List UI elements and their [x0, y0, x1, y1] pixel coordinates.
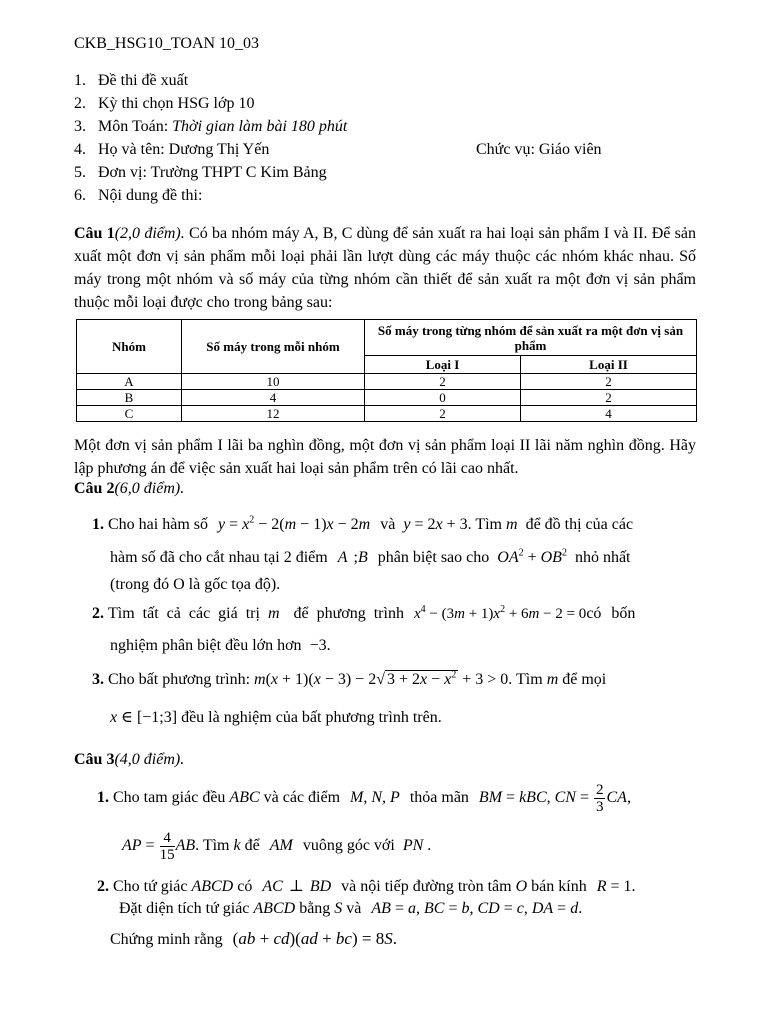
question-1-conclusion: Một đơn vị sản phẩm I lãi ba nghìn đồng, một đơn vị sản phẩm loại II lãi năm nghìn đồng. Hãy lập phương án để việc sản xuất hai loại sản phẩm trên có lãi cao nhất. — [74, 437, 696, 477]
list-item: 2. Kỳ thi chọn HSG lớp 10 — [74, 95, 255, 112]
table-row: C 12 2 4 — [77, 406, 697, 422]
info-list — [74, 69, 602, 207]
question-3-heading: Câu 3(4,0 điểm). — [74, 751, 185, 768]
question-1-label: Câu 1 — [74, 225, 115, 242]
question-2-label: Câu 2 — [74, 480, 115, 497]
position-label: Chức vụ: Giáo viên — [476, 141, 602, 158]
question-2-part-2-line-2: nghiệm phân biệt đều lớn hơn −3. — [110, 637, 331, 654]
list-item: 1. Đề thi đề xuất — [74, 72, 189, 89]
question-3-part-1: 1. Cho tam giác đều ABC và các điểm M, N, P thỏa mãn BM = kBC, CN = $\frac{2}{3}$ CA, — [97, 781, 631, 815]
question-3-part-2-line-3: Chứng minh rằng (ab + cd)(ad + bc) = 8S. — [110, 929, 397, 948]
list-item: 3. Môn Toán: Thời gian làm bài 180 phút — [74, 118, 348, 135]
question-2-heading: Câu 2(6,0 điểm). — [74, 480, 185, 497]
question-3-part-2: 2. Cho tứ giác ABCD có AC ⊥ BD và nội tiếp đường tròn tâm O bán kính R = 1. — [97, 878, 636, 895]
table-row: A 10 2 2 — [77, 374, 697, 390]
question-2-part-1-line-2: hàm số đã cho cắt nhau tại 2 điểm A ;B phân biệt sao cho $OA^2 + OB^2$ nhỏ nhất — [110, 547, 631, 566]
question-2-part-3: 3. Cho bất phương trình: m(x + 1)(x − 3) − 2√ $3 + 2x - x^2 + 3 > 0$. Tìm m để mọi — [92, 669, 607, 688]
question-3-part-1-line-2: AP = $\frac{4}{15}$ AB. Tìm k để AM vuông góc với PN . — [122, 829, 432, 863]
machine-table: Nhóm Số máy trong mỗi nhóm Số máy trong từng nhóm để sản xuất ra một đơn vị sản phẩm Loại I Loại II A 10 2 2 B 4 0 2 C 12 2 4 — [76, 319, 697, 422]
list-item: 4. Họ và tên: Dương Thị Yến Chức vụ: Giáo viên — [74, 141, 602, 158]
question-2-part-1: 1. Cho hai hàm số $y = x^2 - 2(m - 1)x - 2m$ và y = 2x + 3. Tìm m để đồ thị của các — [92, 514, 634, 533]
list-item: 6. Nội dung đề thi: — [74, 187, 203, 204]
question-2-part-2: 2. Tìm tất cả các giá trị m để phương trình $x^4 - (3m + 1)x^2 + 6m - 2$ = 0có bốn — [92, 604, 636, 622]
document-code: CKB_HSG10_TOAN 10_03 — [74, 35, 260, 52]
question-2-part-1-line-3: (trong đó O là gốc tọa độ). — [110, 576, 281, 593]
list-item: 5. Đơn vị: Trường THPT C Kim Bảng — [74, 164, 327, 181]
question-2-part-3-line-2: x ∈ [−1;3] đều là nghiệm của bất phương trình trên. — [110, 709, 442, 726]
question-3-label: Câu 3 — [74, 751, 115, 768]
question-1-intro: Câu 1(2,0 điểm). Có ba nhóm máy A, B, C dùng để sản xuất ra hai loại sản phẩm I và II. Để sản xuất một đơn vị sản phẩm mỗi loại phải lần lượt dùng các máy thuộc các nhóm khác nhau. Số máy trong một nhóm và số máy của từng nhóm cần thiết để sản xuất ra một đơn vị sản phẩm thuộc mỗi loại được cho trong bảng sau: — [74, 225, 696, 311]
table-row: B 4 0 2 — [77, 390, 697, 406]
question-3-part-2-line-2: Đặt diện tích tứ giác ABCD bằng S và AB = a, BC = b, CD = c, DA = d. — [119, 900, 583, 917]
